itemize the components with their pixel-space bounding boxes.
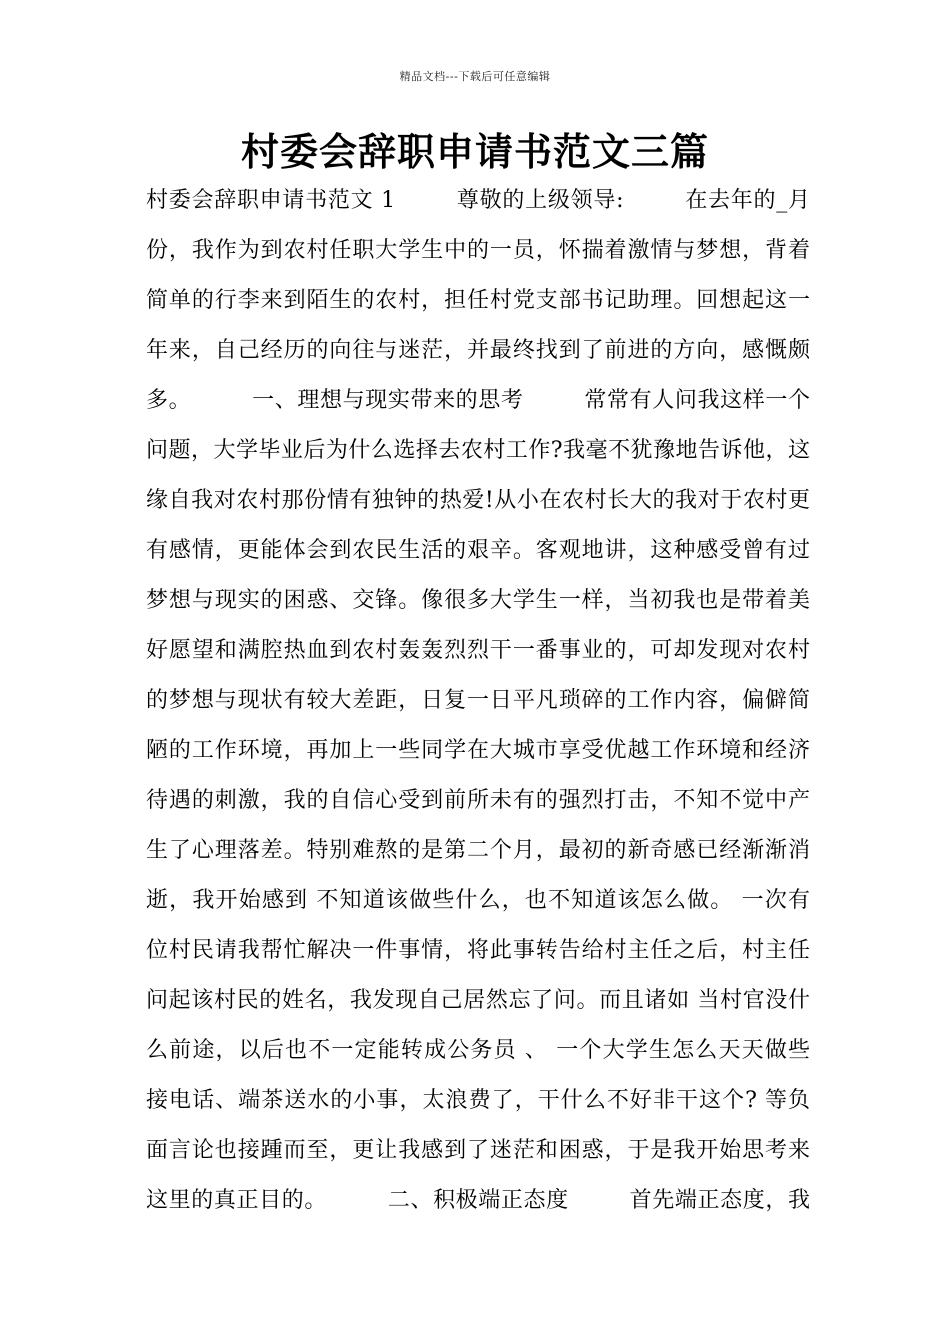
page-header: 精品文档---下载后可任意编辑 <box>399 70 551 83</box>
body-line: 位村民请我帮忙解决一件事情，将此事转告给村主任之后，村主任 <box>146 938 810 963</box>
body-line: 面言论也接踵而至，更让我感到了迷茫和困惑，于是我开始思考来 <box>146 1138 810 1163</box>
body-line: 年来，自己经历的向往与迷茫，并最终找到了前进的方向，感慨颇 <box>146 338 810 363</box>
body-line: 有感情，更能体会到农民生活的艰辛。客观地讲，这种感受曾有过 <box>146 538 810 563</box>
body-line: 好愿望和满腔热血到农村轰轰烈烈干一番事业的，可却发现对农村 <box>146 638 810 663</box>
body-line: 逝，我开始感到 不知道该做些什么，也不知道该怎么做。 一次有 <box>146 888 810 913</box>
body-line: 的梦想与现状有较大差距，日复一日平凡琐碎的工作内容，偏僻简 <box>146 688 810 713</box>
body-line: 接电话、端茶送水的小事，太浪费了，干什么不好非干这个? 等负 <box>146 1088 810 1113</box>
body-line: 梦想与现实的困惑、交锋。像很多大学生一样，当初我也是带着美 <box>146 588 810 613</box>
document-body <box>146 176 810 1226</box>
body-line: 待遇的刺激，我的自信心受到前所未有的强烈打击，不知不觉中产 <box>146 788 810 813</box>
body-line: 多。 一、理想与现实带来的思考 常常有人问我这样一个 <box>146 388 810 413</box>
document-title: 村委会辞职申请书范文三篇 <box>240 129 709 174</box>
body-line: 简单的行李来到陌生的农村，担任村党支部书记助理。回想起这一 <box>146 288 810 313</box>
body-line: 这里的真正目的。 二、积极端正态度 首先端正态度，我 <box>146 1188 810 1213</box>
body-line: 份，我作为到农村任职大学生中的一员，怀揣着激情与梦想，背着 <box>146 238 810 263</box>
body-line: 陋的工作环境，再加上一些同学在大城市享受优越工作环境和经济 <box>146 738 810 763</box>
body-line: 缘自我对农村那份情有独钟的热爱!从小在农村长大的我对于农村更 <box>146 488 810 513</box>
body-line: 问题，大学毕业后为什么选择去农村工作?我毫不犹豫地告诉他，这 <box>146 438 810 463</box>
body-line: 问起该村民的姓名，我发现自己居然忘了问。而且诸如 当村官没什 <box>146 988 810 1013</box>
body-line: 生了心理落差。特别难熬的是第二个月，最初的新奇感已经渐渐消 <box>146 838 810 863</box>
body-line: 么前途，以后也不一定能转成公务员 、 一个大学生怎么天天做些 <box>146 1038 810 1063</box>
body-line: 村委会辞职申请书范文 1 尊敬的上级领导: 在去年的_月 <box>146 188 810 213</box>
